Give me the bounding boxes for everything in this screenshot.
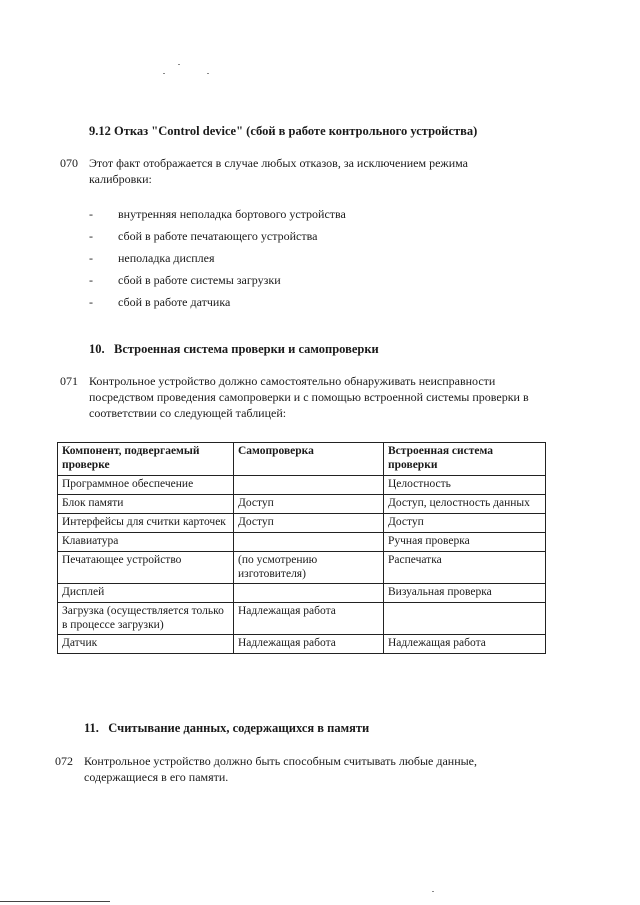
table-cell: Надлежащая работа bbox=[234, 602, 384, 634]
bullet-dash: - bbox=[89, 273, 93, 287]
bullet-dash: - bbox=[89, 229, 93, 243]
section-11-heading: 11. Считывание данных, содержащихся в памяти bbox=[84, 721, 370, 735]
self-check-table bbox=[57, 442, 546, 654]
scan-speck bbox=[207, 73, 209, 74]
table-cell: Надлежащая работа bbox=[384, 634, 546, 653]
paragraph-number-070: 070 bbox=[60, 156, 78, 170]
table-cell: Интерфейсы для считки карточек bbox=[58, 514, 234, 533]
table-row bbox=[58, 602, 546, 634]
table-cell: Дисплей bbox=[58, 583, 234, 602]
table-cell: Датчик bbox=[58, 634, 234, 653]
table-cell: Доступ, целостность данных bbox=[384, 495, 546, 514]
table-row bbox=[58, 634, 546, 653]
bullet-text: сбой в работе печатающего устройства bbox=[118, 229, 318, 243]
table-cell bbox=[234, 476, 384, 495]
scan-speck bbox=[432, 891, 434, 892]
paragraph-070-text: Этот факт отображается в случае любых отказов, за исключением режима калибровки: bbox=[89, 156, 468, 186]
paragraph-071-text: Контрольное устройство должно самостоятельно обнаруживать неисправности посредством проведения самопроверки и с помощью встроенной системы проверки в соответствии со следующей таблицей: bbox=[89, 374, 529, 420]
scan-speck bbox=[163, 73, 165, 74]
scan-speck bbox=[178, 64, 180, 65]
table-cell: Ручная проверка bbox=[384, 533, 546, 552]
table-cell: Визуальная проверка bbox=[384, 583, 546, 602]
column-header-built-in-check: Встроенная система проверки bbox=[384, 443, 546, 476]
table-cell bbox=[234, 533, 384, 552]
table-row bbox=[58, 514, 546, 533]
paragraph-number-072: 072 bbox=[55, 754, 73, 768]
table-row bbox=[58, 533, 546, 552]
table-cell: Надлежащая работа bbox=[234, 634, 384, 653]
table-cell: Клавиатура bbox=[58, 533, 234, 552]
table-row bbox=[58, 583, 546, 602]
bullet-text: внутренняя неполадка бортового устройства bbox=[118, 207, 346, 221]
table-row bbox=[58, 476, 546, 495]
table-row bbox=[58, 495, 546, 514]
bullet-text: сбой в работе датчика bbox=[118, 295, 231, 309]
table-cell: Программное обеспечение bbox=[58, 476, 234, 495]
table-cell: Доступ bbox=[384, 514, 546, 533]
table-cell bbox=[234, 583, 384, 602]
table-cell: Доступ bbox=[234, 495, 384, 514]
table-cell: Распечатка bbox=[384, 552, 546, 584]
bullet-dash: - bbox=[89, 207, 93, 221]
table-header-row bbox=[58, 443, 546, 476]
table-cell: Печатающее устройство bbox=[58, 552, 234, 584]
paragraph-number-071: 071 bbox=[60, 374, 78, 388]
column-header-self-check: Самопроверка bbox=[234, 443, 384, 476]
table-cell: Целостность bbox=[384, 476, 546, 495]
section-9-12-heading: 9.12 Отказ "Control device" (сбой в работе контрольного устройства) bbox=[89, 124, 478, 138]
bullet-dash: - bbox=[89, 251, 93, 265]
bullet-text: неполадка дисплея bbox=[118, 251, 215, 265]
table-cell: Загрузка (осуществляется только в процессе загрузки) bbox=[58, 602, 234, 634]
table-cell: (по усмотрению изготовителя) bbox=[234, 552, 384, 584]
scan-edge-line bbox=[0, 901, 110, 902]
paragraph-072-text: Контрольное устройство должно быть способным считывать любые данные, содержащиеся в его памяти. bbox=[84, 754, 477, 784]
table-cell: Доступ bbox=[234, 514, 384, 533]
table-row bbox=[58, 552, 546, 584]
table-cell: Блок памяти bbox=[58, 495, 234, 514]
column-header-component: Компонент, подвергаемый проверке bbox=[58, 443, 234, 476]
bullet-text: сбой в работе системы загрузки bbox=[118, 273, 281, 287]
section-10-heading: 10. Встроенная система проверки и самопроверки bbox=[89, 342, 379, 356]
table-cell bbox=[384, 602, 546, 634]
bullet-dash: - bbox=[89, 295, 93, 309]
